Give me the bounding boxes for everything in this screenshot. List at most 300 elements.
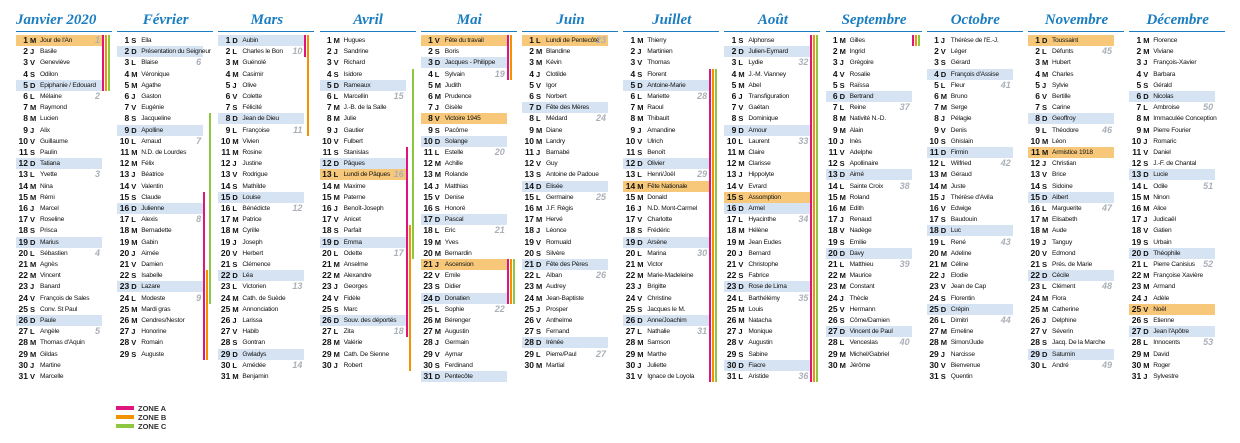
day-number: 22 [322, 270, 332, 281]
day-number: 22 [119, 270, 130, 281]
day-row [216, 57, 317, 68]
saint-name: Viviane [1153, 48, 1174, 56]
day-row [520, 315, 621, 326]
day-of-week: V [333, 215, 339, 225]
week-number: 14 [292, 359, 303, 370]
day-number: 28 [1131, 337, 1142, 348]
day-of-week: D [839, 327, 846, 337]
day-number: 26 [726, 315, 737, 325]
day-number: 1 [630, 35, 636, 45]
day-of-week: J [839, 58, 844, 68]
day-of-week: V [434, 36, 440, 45]
day-of-week: L [536, 192, 541, 202]
saint-name: Michel/Gabriel [849, 350, 889, 358]
day-of-week: L [940, 159, 946, 169]
day-row [925, 337, 1026, 348]
day-row-background [320, 237, 406, 248]
month-column [216, 0, 317, 443]
day-of-week: V [232, 170, 238, 180]
saint-name: Brigitte [647, 283, 667, 291]
day-number: 28 [119, 337, 130, 348]
saint-name: Cendres/Nestor [141, 317, 185, 324]
saint-name: Yvette [40, 171, 58, 179]
day-of-week: L [434, 304, 440, 314]
sunday-row [1026, 113, 1127, 124]
week-number: 37 [899, 102, 910, 113]
day-row [14, 192, 115, 203]
day-number: 14 [929, 180, 939, 191]
day-of-week: J [940, 192, 945, 202]
day-row [520, 360, 621, 371]
saint-name: Marina [647, 249, 667, 257]
day-number: 23 [1030, 281, 1040, 292]
day-number: 8 [428, 113, 433, 124]
day-number: 3 [225, 57, 231, 68]
day-number: 15 [726, 191, 737, 202]
day-row-background [826, 169, 912, 180]
day-row [1127, 203, 1228, 214]
day-row [14, 147, 115, 158]
day-number: 13 [625, 169, 636, 180]
month-title-rule [522, 31, 618, 32]
day-of-week: L [131, 58, 136, 68]
saint-name: Arnaud [141, 137, 162, 145]
day-row [722, 270, 823, 281]
day-row [722, 147, 823, 158]
day-number: 17 [828, 214, 838, 225]
saint-name: Sylvain [444, 70, 465, 78]
saint-name: Cécile [1052, 272, 1070, 280]
day-row [520, 80, 621, 91]
day-row [1127, 349, 1228, 360]
day-number: 25 [119, 303, 130, 314]
saint-name: Prudence [444, 93, 472, 100]
day-row [925, 293, 1026, 304]
saint-name: Ingrid [849, 48, 865, 56]
day-row-background [724, 80, 810, 91]
day-of-week: D [637, 159, 643, 169]
day-of-week: D [1042, 271, 1048, 281]
day-row [318, 360, 419, 371]
day-of-week: D [30, 237, 36, 247]
saint-name: Fiacre [748, 361, 766, 369]
day-number: 15 [1030, 191, 1040, 202]
saint-name: Eugénie [141, 104, 164, 112]
day-of-week: M [30, 349, 37, 359]
day-number: 2 [630, 46, 636, 57]
day-of-week: M [940, 103, 948, 113]
saint-name: Victorien [242, 283, 267, 291]
day-of-week: S [839, 316, 845, 325]
saint-name: Françoise [242, 126, 270, 134]
day-number: 24 [726, 292, 737, 303]
day-row [14, 360, 115, 371]
day-of-week: M [1042, 136, 1049, 146]
day-number: 28 [625, 337, 636, 348]
sunday-row [722, 360, 823, 371]
day-of-week: V [536, 316, 542, 325]
week-number: 50 [1203, 102, 1214, 113]
day-row [824, 192, 925, 203]
zone-c-holiday-bar [918, 35, 920, 46]
day-number: 15 [423, 191, 433, 202]
day-number: 9 [529, 124, 534, 135]
day-number: 24 [524, 292, 534, 303]
sunday-row [318, 315, 419, 326]
day-number: 23 [1131, 281, 1142, 292]
saint-name: Angèle [40, 328, 60, 336]
day-row-background [1129, 293, 1215, 304]
day-row-background [522, 57, 608, 68]
saint-name: Augustin [748, 339, 773, 347]
day-row [318, 349, 419, 360]
day-number: 31 [423, 371, 433, 381]
day-of-week: J [940, 114, 945, 124]
day-row [1026, 259, 1127, 270]
day-row-background [826, 203, 912, 214]
day-row [216, 46, 317, 57]
zone-b-holiday-bar [712, 69, 714, 383]
day-number: 12 [423, 158, 433, 169]
saint-name: Gautier [343, 126, 364, 134]
day-row [824, 337, 925, 348]
day-number: 26 [322, 315, 332, 325]
day-row-background [724, 304, 810, 315]
saint-name: Conv. St Paul [40, 305, 78, 313]
day-row [925, 169, 1026, 180]
saint-name: Emma [343, 238, 362, 246]
day-of-week: J [839, 136, 844, 146]
saint-name: Baudouin [950, 216, 978, 224]
sunday-row [621, 80, 722, 91]
day-number: 15 [524, 191, 534, 202]
day-number: 10 [423, 135, 433, 146]
saint-name: Adèle [1153, 294, 1170, 302]
day-row-background [421, 158, 507, 169]
saint-name: Eric [444, 227, 456, 235]
day-number: 6 [326, 91, 332, 101]
day-of-week: M [1042, 58, 1049, 68]
day-row [520, 147, 621, 158]
day-number: 11 [525, 147, 534, 157]
saint-name: Tatiana [40, 160, 60, 168]
day-of-week: L [333, 92, 339, 101]
day-of-week: S [1143, 159, 1149, 169]
day-row [216, 214, 317, 225]
day-number: 18 [929, 225, 939, 236]
day-row [419, 326, 520, 337]
day-number: 14 [828, 180, 838, 191]
day-of-week: D [637, 316, 643, 325]
day-of-week: L [940, 316, 946, 325]
day-number: 7 [1136, 102, 1142, 113]
saint-name: Valérie [343, 339, 363, 347]
saint-name: Fabrice [748, 272, 769, 280]
day-number: 7 [630, 102, 636, 113]
saint-name: Albert [1052, 193, 1069, 201]
saint-name: Amour [748, 126, 767, 134]
saint-name: Jacques le M. [647, 305, 686, 313]
zone-a-holiday-bar [304, 35, 306, 57]
day-row-background [117, 35, 203, 46]
saint-name: Léon [1052, 137, 1066, 145]
day-number: 18 [625, 225, 636, 236]
day-number: 6 [23, 91, 28, 101]
saint-name: Daniel [1153, 149, 1171, 156]
day-row-background [16, 259, 102, 270]
day-row-background [421, 80, 507, 91]
day-row [925, 360, 1026, 371]
sunday-row [216, 113, 317, 124]
day-of-week: M [30, 271, 37, 281]
day-number: 14 [220, 180, 231, 191]
day-number: 21 [524, 259, 534, 269]
zone-c-holiday-bar [513, 259, 515, 304]
day-row [824, 349, 925, 360]
holiday-row [1026, 147, 1127, 158]
day-of-week: S [940, 215, 946, 225]
day-row [621, 57, 722, 68]
day-number: 4 [428, 68, 433, 79]
day-row [115, 337, 216, 348]
day-of-week: M [131, 159, 138, 169]
day-number: 11 [1031, 147, 1040, 157]
day-of-week: M [30, 36, 37, 45]
day-row [115, 102, 216, 113]
sunday-row [520, 102, 621, 113]
day-number: 7 [934, 102, 939, 113]
day-of-week: J [536, 148, 541, 157]
saint-name: Honorine [141, 328, 167, 336]
day-of-week: V [333, 293, 339, 303]
day-row [419, 270, 520, 281]
day-number: 27 [1131, 326, 1142, 337]
day-row-background [421, 214, 507, 225]
day-row-background [927, 304, 1013, 315]
day-row [216, 158, 317, 169]
saint-name: Nina [40, 182, 53, 190]
sunday-row [621, 315, 722, 326]
day-row [216, 293, 317, 304]
day-row [925, 80, 1026, 91]
day-number: 3 [326, 57, 332, 68]
day-of-week: J [232, 80, 237, 90]
saint-name: Prés. de Marie [1052, 261, 1093, 268]
day-number: 10 [828, 135, 838, 146]
day-number: 10 [220, 135, 231, 146]
day-row [1026, 203, 1127, 214]
day-number: 19 [119, 236, 130, 247]
day-row-background [421, 237, 507, 248]
day-row [216, 136, 317, 147]
day-row [115, 326, 216, 337]
saint-name: Martinien [647, 48, 673, 56]
day-of-week: V [1042, 92, 1048, 101]
day-number: 24 [1030, 292, 1040, 303]
saint-name: Alain [849, 126, 864, 134]
month-title: Décembre [1146, 12, 1209, 28]
day-number: 9 [23, 124, 28, 135]
saint-name: Odilon [40, 70, 58, 78]
saint-name: Pâques [343, 160, 365, 168]
day-of-week: L [1143, 181, 1148, 191]
day-number: 7 [124, 102, 130, 113]
day-row [520, 192, 621, 203]
saint-name: Louis [748, 305, 764, 313]
week-number: 40 [899, 337, 910, 348]
day-number: 17 [220, 214, 231, 225]
saint-name: Elisée [546, 182, 563, 190]
zone-a-holiday-bar [507, 35, 509, 80]
day-row-background [320, 113, 406, 124]
day-number: 9 [124, 124, 130, 135]
day-row [722, 113, 823, 124]
day-number: 11 [828, 147, 838, 157]
day-row-background [522, 181, 608, 192]
zone-b-holiday-bar [409, 225, 411, 371]
day-row [621, 125, 722, 136]
day-number: 20 [119, 247, 130, 258]
saint-name: Guillaume [40, 137, 68, 145]
day-number: 5 [934, 79, 939, 90]
month-title-rule [927, 31, 1023, 32]
day-row [722, 337, 823, 348]
day-row [216, 169, 317, 180]
day-row [1026, 46, 1127, 57]
saint-name: Delphine [1052, 317, 1077, 324]
day-of-week: J [738, 92, 743, 101]
saint-name: Abel [748, 81, 761, 89]
week-number: 31 [697, 326, 708, 337]
day-row [1026, 225, 1127, 236]
month-column [1127, 0, 1228, 443]
day-of-week: J [232, 159, 237, 169]
day-of-week: J [232, 237, 237, 247]
day-row [722, 259, 823, 270]
saint-name: Bénédicte [242, 205, 270, 212]
day-of-week: J [637, 360, 642, 370]
day-of-week: D [232, 192, 238, 202]
day-number: 16 [18, 203, 28, 213]
day-row [520, 214, 621, 225]
sunday-row [115, 125, 216, 136]
saint-name: Lucien [40, 115, 59, 123]
day-number: 8 [1035, 113, 1040, 124]
saint-name: Lucie [1153, 171, 1168, 179]
day-row [824, 259, 925, 270]
day-row [115, 136, 216, 147]
day-row [722, 181, 823, 192]
day-row [1026, 158, 1127, 169]
day-row [1127, 46, 1228, 57]
day-of-week: M [232, 69, 239, 79]
day-number: 4 [529, 68, 534, 79]
saint-name: Georges [343, 283, 368, 291]
month-title: Septembre [841, 12, 907, 28]
day-of-week: M [637, 36, 644, 45]
day-of-week: L [232, 204, 237, 213]
day-of-week: S [637, 148, 643, 157]
day-of-week: V [738, 260, 744, 269]
day-number: 27 [726, 326, 737, 337]
day-of-week: M [1143, 192, 1150, 202]
saint-name: J.-F. de Chantal [1153, 160, 1197, 168]
day-number: 8 [832, 113, 838, 124]
sunday-row [1026, 270, 1127, 281]
day-row [318, 326, 419, 337]
day-of-week: J [1143, 293, 1148, 303]
saint-name: Léa [242, 272, 253, 280]
day-of-week: S [30, 148, 36, 157]
zone-c-holiday-bar [108, 35, 110, 91]
day-row [722, 35, 823, 46]
day-of-week: M [1143, 282, 1150, 292]
day-number: 20 [524, 247, 534, 258]
day-of-week: S [30, 226, 36, 236]
day-number: 24 [423, 292, 433, 303]
sunday-row [520, 181, 621, 192]
day-of-week: S [131, 349, 137, 359]
saint-name: Aimée [141, 249, 159, 257]
saint-name: Natacha [748, 317, 772, 324]
day-number: 10 [322, 135, 332, 146]
day-row [520, 237, 621, 248]
saint-name: René [950, 238, 966, 246]
day-number: 17 [1030, 214, 1040, 225]
saint-name: Rameaux [343, 81, 371, 89]
day-of-week: J [131, 92, 136, 101]
saint-name: Benjamin [242, 373, 269, 380]
day-row-background [16, 147, 102, 158]
saint-name: Amandine [647, 126, 676, 134]
day-number: 29 [18, 348, 28, 359]
saint-name: Céline [950, 261, 969, 268]
sunday-row [419, 57, 520, 68]
day-of-week: M [232, 215, 239, 225]
day-of-week: L [637, 248, 642, 258]
saint-name: Bruno [950, 93, 968, 100]
saint-name: Immaculée Conception [1153, 115, 1217, 123]
day-number: 11 [727, 147, 737, 157]
day-of-week: M [434, 159, 442, 169]
day-row [824, 293, 925, 304]
day-of-week: M [536, 282, 543, 292]
saint-name: Stanislas [343, 149, 369, 156]
saint-name: Transfiguration [748, 93, 790, 100]
sunday-row [115, 46, 216, 57]
day-number: 31 [726, 371, 737, 381]
saint-name: Ulrich [647, 137, 663, 145]
day-row [722, 102, 823, 113]
day-of-week: J [333, 47, 338, 57]
day-row [520, 203, 621, 214]
day-row [14, 270, 115, 281]
day-row [824, 69, 925, 80]
day-number: 12 [1030, 158, 1040, 169]
saint-name: Barbara [1153, 70, 1176, 78]
day-row [520, 113, 621, 124]
day-of-week: M [536, 47, 543, 57]
saint-name: Flora [1052, 294, 1067, 302]
saint-name: Henri/Joël [647, 171, 675, 179]
day-of-week: S [333, 69, 339, 79]
day-of-week: M [232, 304, 239, 314]
day-row [824, 315, 925, 326]
month-column [115, 0, 216, 443]
day-of-week: J [536, 226, 541, 236]
day-row [115, 181, 216, 192]
week-number: 18 [393, 326, 404, 337]
